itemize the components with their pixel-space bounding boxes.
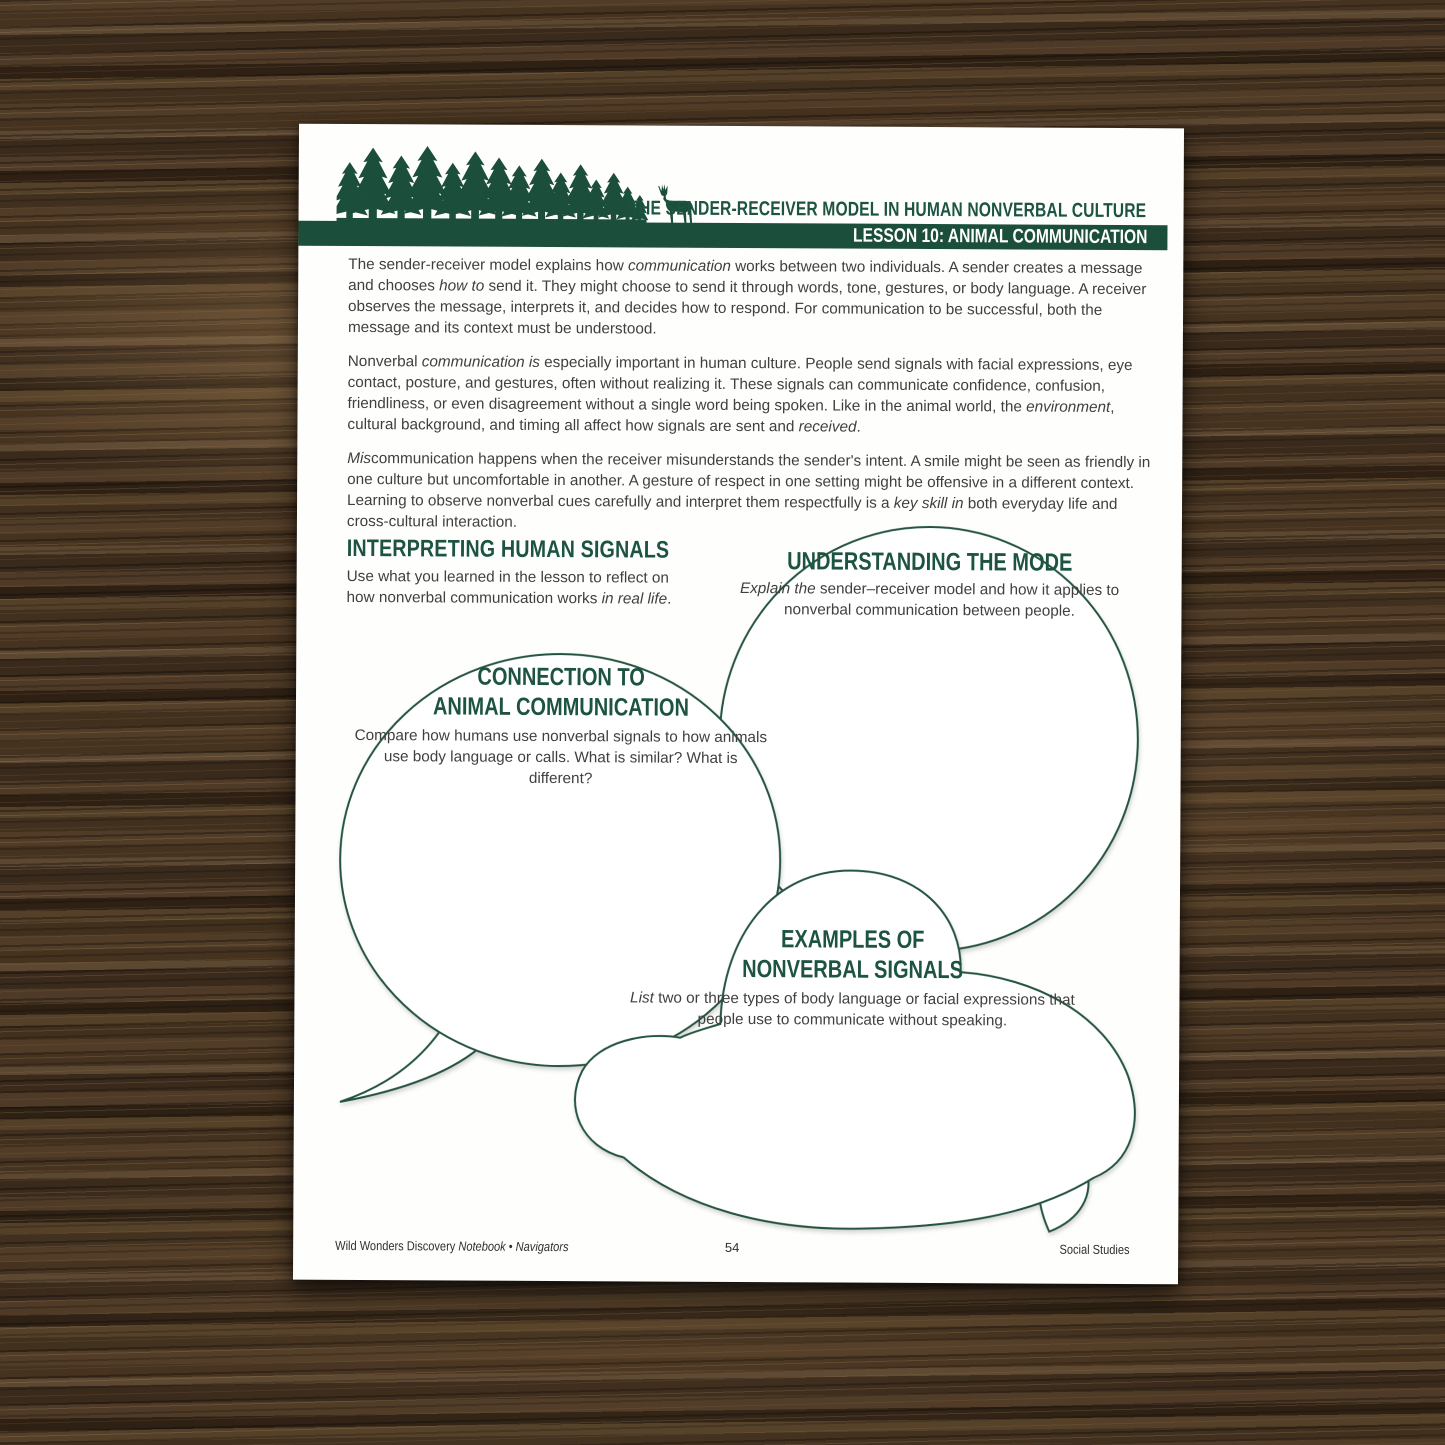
- bubble-connection-heading-line1: CONNECTION TO: [477, 662, 645, 692]
- bubble-examples-heading: [653, 924, 1053, 986]
- bubble-mode-heading: UNDERSTANDING THE MODE: [787, 547, 1073, 577]
- lesson-banner-label: LESSON 10: ANIMAL COMMUNICATION: [853, 224, 1148, 249]
- intro-paragraph-1: The sender-receiver model explains how communication works between two individuals. A sender creates a message and chooses how to send it. They might choose to send it through words, tone, gestures, or body language. A receiver observes the message, interprets it, and decides how to respond. For communication to be successful, both the message and its context must be understood.: [347, 255, 1147, 338]
- bubble-mode-prompt: Explain the sender–receiver model and how it applies to nonverbal communication between people.: [739, 580, 1120, 620]
- bubble-connection-heading-line2: ANIMAL COMMUNICATION: [432, 692, 690, 722]
- worksheet-page: [293, 124, 1184, 1285]
- bubble-examples-heading-line1: EXAMPLES OF: [781, 925, 925, 954]
- page-number: 54: [724, 1239, 740, 1256]
- header-title: THE SENDER-RECEIVER MODEL IN HUMAN NONVERBAL CULTURE: [629, 197, 1147, 223]
- page-footer: [335, 1238, 1129, 1262]
- intro-paragraph-3: Miscommunication happens when the receiver misunderstands the sender's intent. A smile might be seen as friendly in one culture but uncomfortable in another. A gesture of respect in one setting might be offensive in a different context. Learning to observe nonverbal cues carefully and interpret them respectfully is a key skill in both everyday life and cross-cultural interaction.: [346, 449, 1151, 531]
- footer-book-title: Wild Wonders Discovery Notebook • Navigators: [335, 1237, 569, 1255]
- bubble-connection-prompt: Compare how humans use nonverbal signals to how animals use body language or calls. What is similar? What is different?: [354, 726, 768, 788]
- bubble-examples-prompt: List two or three types of body language or facial expressions that people use to communicate without speaking.: [630, 989, 1075, 1030]
- intro-paragraph-2: Nonverbal communication is especially important in human culture. People send signals with facial expressions, eye contact, posture, and gestures, often without realizing it. These signals can communicate confidence, confusion, friendliness, or even disagreement without a single word being spoken. Like in the animal world, the environment, cultural background, and timing all affect how signals are sent and received.: [347, 352, 1133, 436]
- section-description: Use what you learned in the lesson to reflect on how nonverbal communication works in real life.: [346, 567, 672, 608]
- footer-subject: Social Studies: [1059, 1241, 1130, 1258]
- section-heading: INTERPRETING HUMAN SIGNALS: [346, 534, 670, 564]
- bubble-examples-heading-line2: NONVERBAL SIGNALS: [742, 955, 964, 985]
- bubble-connection-heading: [361, 661, 761, 723]
